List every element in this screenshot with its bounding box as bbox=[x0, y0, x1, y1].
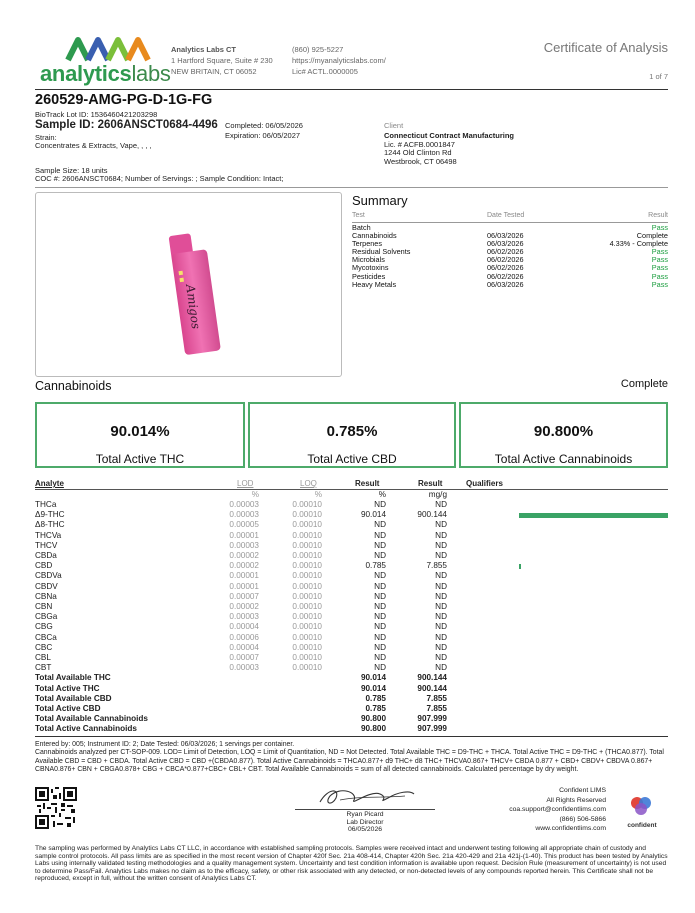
analyte-loq: 0.00010 bbox=[292, 540, 322, 550]
analyte-name: THCa bbox=[35, 500, 57, 509]
analyte-loq: 0.00010 bbox=[292, 642, 322, 652]
analyte-result-pct: 0.785 bbox=[365, 561, 386, 571]
analyte-lod: 0.00004 bbox=[229, 642, 259, 652]
analyte-row bbox=[35, 582, 668, 592]
summary-result: Complete bbox=[636, 231, 668, 241]
total-active-cbd-value: 0.785% bbox=[326, 423, 378, 440]
total-result-mg: 907.999 bbox=[417, 724, 447, 734]
document-title: Certificate of Analysis bbox=[543, 40, 668, 55]
analyte-result-mg: ND bbox=[435, 530, 447, 540]
analyte-name: THCV bbox=[35, 540, 58, 550]
strain: Strain: bbox=[35, 133, 57, 142]
total-result-pct: 0.785 bbox=[365, 704, 386, 713]
total-result-mg: 7.855 bbox=[426, 693, 447, 703]
total-active-cannabinoids-label: Total Active Cannabinoids bbox=[494, 452, 633, 466]
page-number: 1 of 7 bbox=[649, 72, 668, 81]
analyte-lod: 0.00006 bbox=[229, 632, 259, 642]
analyte-lod: 0.00007 bbox=[229, 653, 259, 662]
company-logo bbox=[40, 36, 171, 86]
summary-result: Pass bbox=[651, 271, 668, 281]
analyte-lod: 0.00002 bbox=[229, 602, 259, 611]
analyte-loq: 0.00010 bbox=[292, 663, 322, 673]
summary-test-name: Mycotoxins bbox=[352, 263, 389, 273]
col-lod: LOD bbox=[237, 479, 254, 488]
analyte-loq: 0.00010 bbox=[292, 581, 322, 591]
analyte-result-pct: ND bbox=[374, 612, 386, 622]
col-result-mg: Result bbox=[418, 479, 443, 488]
summary-date: 06/02/2026 bbox=[487, 255, 524, 265]
analyte-name: CBDV bbox=[35, 581, 58, 591]
analyte-row bbox=[35, 602, 668, 612]
method-note: Cannabinoids analyzed per CT-SOP-009. LOD= Limit of Detection, LOQ = Limit of Quantitation, ND = Not Detected. Total Available THC = D9-THC + THCA. Total Active THC = D9-THC + (THCA0.877). Total Available CBD = CBD + CBDA. Total Active CBD = CBD +(CBDA0.877). Total Active Cannabinoids = THCA0.877+ d9 THC+ d8 THC+ THCVA0.867+ THCV+ CBDA 0.877 + CBD+ CBDV+ CBDVA 0.867+ CBNA0.876+ CBN + CBGA0.878+ CBG + CBCA*0.877+CBC+ CBL+ CBT. Total Available Cannabinoids = sum of all detected cannabinoids. Calculated percentage by dry weight. bbox=[35, 749, 664, 774]
coc-info: COC #: 2606ANSCT0684; Number of Servings: ; Sample Condition: Intact; bbox=[35, 174, 284, 183]
analyte-result-pct: ND bbox=[374, 571, 386, 581]
total-result-mg: 7.855 bbox=[426, 704, 447, 713]
analyte-row bbox=[35, 643, 668, 653]
analyte-loq: 0.00010 bbox=[292, 530, 322, 540]
summary-row bbox=[352, 281, 668, 289]
analyte-name: CBC bbox=[35, 642, 53, 652]
total-result-mg: 900.144 bbox=[417, 673, 447, 683]
sample-size: Sample Size: 18 units bbox=[35, 166, 108, 175]
summary-test-name: Residual Solvents bbox=[352, 247, 411, 257]
total-active-thc-box bbox=[35, 402, 245, 468]
summary-col-date: Date Tested bbox=[487, 212, 525, 219]
analyte-name: CBCa bbox=[35, 632, 57, 642]
completed-date: Completed: 06/05/2026 bbox=[225, 121, 303, 130]
sample-id: Sample ID: 2606ANSCT0684-4496 bbox=[35, 119, 218, 131]
analyte-result-mg: ND bbox=[435, 540, 447, 550]
total-row bbox=[35, 724, 668, 734]
signer-title: Lab Director bbox=[346, 818, 384, 826]
analyte-row bbox=[35, 571, 668, 581]
total-row bbox=[35, 694, 668, 704]
total-row bbox=[35, 714, 668, 724]
total-active-cannabinoids-value: 90.800% bbox=[533, 423, 594, 440]
analyte-result-mg: ND bbox=[435, 520, 447, 530]
summary-test-name: Heavy Metals bbox=[352, 279, 397, 289]
company-license: Lic# ACTL.0000005 bbox=[292, 67, 358, 76]
total-active-cannabinoids-box bbox=[459, 402, 668, 468]
brand-text: Amigos bbox=[183, 283, 204, 330]
entry-note: Entered by: 005; Instrument ID: 2; Date Tested: 06/03/2026; 1 servings per container. bbox=[35, 741, 295, 748]
summary-result: Pass bbox=[651, 263, 668, 273]
analyte-row bbox=[35, 592, 668, 602]
analyte-row bbox=[35, 561, 668, 571]
analyte-bar bbox=[519, 513, 668, 518]
client-street: 1244 Old Clinton Rd bbox=[384, 148, 452, 157]
total-name: Total Available Cannabinoids bbox=[35, 714, 148, 724]
analyte-name: CBG bbox=[35, 622, 53, 632]
analyte-loq: 0.00010 bbox=[292, 561, 322, 571]
lims-email[interactable]: coa.support@confidentlims.com bbox=[509, 806, 606, 813]
summary-result: Pass bbox=[651, 255, 668, 265]
signer-name: Ryan Picard bbox=[346, 811, 384, 818]
analyte-row bbox=[35, 653, 668, 663]
summary-date: 06/03/2026 bbox=[487, 231, 524, 241]
company-address-2: NEW BRITAIN, CT 06052 bbox=[171, 67, 257, 76]
analyte-loq: 0.00010 bbox=[292, 612, 322, 622]
analyte-lod: 0.00005 bbox=[229, 520, 259, 530]
analyte-name: CBDa bbox=[35, 551, 57, 560]
analyte-loq: 0.00010 bbox=[292, 520, 322, 530]
analyte-result-pct: ND bbox=[374, 540, 386, 550]
analyte-loq: 0.00010 bbox=[292, 622, 322, 632]
analyte-result-mg: ND bbox=[435, 551, 447, 560]
analyte-name: CBNa bbox=[35, 591, 57, 601]
summary-test-name: Terpenes bbox=[352, 239, 383, 249]
total-active-thc-value: 90.014% bbox=[110, 423, 170, 440]
total-row bbox=[35, 704, 668, 714]
col-analyte: Analyte bbox=[35, 479, 64, 488]
summary-test-name: Microbials bbox=[352, 255, 385, 265]
analyte-row bbox=[35, 622, 668, 632]
analyte-result-pct: ND bbox=[374, 551, 386, 560]
analyte-row bbox=[35, 500, 668, 510]
analyte-row bbox=[35, 663, 668, 673]
analyte-result-mg: ND bbox=[435, 612, 447, 622]
analyte-result-pct: ND bbox=[374, 591, 386, 601]
col-loq: LOQ bbox=[300, 479, 317, 488]
col-result-pct: Result bbox=[355, 479, 380, 488]
unit-pct: % bbox=[378, 490, 386, 499]
header-divider bbox=[35, 89, 668, 90]
summary-result: Pass bbox=[651, 279, 668, 289]
analyte-table-bottom-rule bbox=[35, 736, 668, 737]
signature-date: 06/05/2026 bbox=[347, 826, 383, 834]
summary-result: 4.33% - Complete bbox=[609, 239, 668, 249]
company-phone: (860) 925-5227 bbox=[292, 45, 344, 54]
analyte-lod: 0.00003 bbox=[229, 540, 259, 550]
analyte-name: CBN bbox=[35, 602, 53, 611]
analyte-result-mg: ND bbox=[435, 622, 447, 632]
expiration-date: Expiration: 06/05/2027 bbox=[225, 131, 301, 140]
analyte-lod: 0.00007 bbox=[229, 591, 259, 601]
total-result-pct: 90.014 bbox=[360, 683, 386, 693]
analyte-result-mg: ND bbox=[435, 653, 447, 662]
lims-rights: All Rights Reserved bbox=[546, 796, 606, 804]
lims-website[interactable]: www.confidentlims.com bbox=[535, 825, 606, 832]
summary-col-result: Result bbox=[648, 212, 668, 219]
company-address-1: 1 Hartford Square, Suite # 230 bbox=[171, 56, 273, 65]
summary-col-test: Test bbox=[352, 212, 365, 219]
analyte-lod: 0.00001 bbox=[229, 571, 259, 581]
analyte-result-pct: ND bbox=[374, 632, 386, 642]
analyte-row bbox=[35, 531, 668, 541]
qr-code[interactable] bbox=[35, 787, 77, 829]
info-divider bbox=[35, 187, 668, 188]
analyte-result-mg: ND bbox=[435, 663, 447, 673]
analyte-row bbox=[35, 551, 668, 561]
company-website[interactable]: https://myanalyticslabs.com/ bbox=[292, 56, 386, 65]
analyte-result-pct: ND bbox=[374, 653, 386, 662]
total-result-pct: 0.785 bbox=[365, 693, 386, 703]
client-name: Connecticut Contract Manufacturing bbox=[384, 131, 515, 140]
analyte-name: CBT bbox=[35, 663, 52, 673]
analyte-loq: 0.00010 bbox=[292, 551, 322, 560]
summary-header-divider bbox=[352, 222, 668, 223]
analyte-result-pct: ND bbox=[374, 520, 386, 530]
summary-test-name: Pesticides bbox=[352, 271, 386, 281]
analyte-result-pct: ND bbox=[374, 581, 386, 591]
analyte-name: CBDVa bbox=[35, 571, 62, 581]
total-active-cbd-label: Total Active CBD bbox=[307, 452, 397, 466]
signature-image bbox=[310, 784, 420, 810]
signature-line bbox=[295, 809, 435, 810]
total-active-cbd-box bbox=[248, 402, 456, 468]
logo-text-labs: labs bbox=[131, 61, 171, 86]
analyte-result-pct: ND bbox=[374, 642, 386, 652]
total-name: Total Available CBD bbox=[35, 693, 112, 703]
analyte-result-mg: ND bbox=[435, 581, 447, 591]
total-result-mg: 900.144 bbox=[417, 683, 447, 693]
analyte-lod: 0.00003 bbox=[229, 500, 259, 509]
analyte-lod: 0.00004 bbox=[229, 622, 259, 632]
analyte-lod: 0.00003 bbox=[229, 663, 259, 673]
company-name: Analytics Labs CT bbox=[171, 45, 237, 54]
analyte-loq: 0.00010 bbox=[292, 500, 322, 509]
analyte-result-mg: 900.144 bbox=[417, 510, 447, 520]
summary-table bbox=[352, 224, 668, 289]
analyte-result-pct: ND bbox=[374, 530, 386, 540]
analyte-loq: 0.00010 bbox=[292, 591, 322, 601]
product-photo bbox=[35, 192, 342, 377]
analyte-result-pct: 90.014 bbox=[360, 510, 386, 520]
vape-device-image bbox=[36, 193, 343, 378]
analyte-loq: 0.00010 bbox=[292, 653, 322, 662]
analyte-loq: 0.00010 bbox=[292, 602, 322, 611]
analyte-name: CBGa bbox=[35, 612, 58, 622]
confident-logo-text: confident bbox=[627, 822, 657, 829]
summary-date: 06/02/2026 bbox=[487, 263, 524, 273]
total-active-thc-label: Total Active THC bbox=[95, 452, 185, 466]
total-row bbox=[35, 684, 668, 694]
analyte-name: Δ8-THC bbox=[35, 520, 65, 530]
total-name: Total Available THC bbox=[35, 673, 111, 683]
analyte-result-mg: 7.855 bbox=[426, 561, 447, 571]
lims-name: Confident LIMS bbox=[559, 787, 606, 794]
summary-date: 06/03/2026 bbox=[487, 279, 524, 289]
total-result-pct: 90.800 bbox=[360, 724, 386, 734]
confident-logo bbox=[620, 795, 664, 827]
analyte-lod: 0.00001 bbox=[229, 581, 259, 591]
disclaimer: The sampling was performed by Analytics Labs CT LLC, in accordance with established sampling protocols. Samples were received intact and underwent testing following all appropriate chain of custody and sample control protocols. All pass limits are as specified in the most recent version of Chapter 420f Sec. 21a 408-414, Chapter 420h Sec. 21a 420-429 and 21a 421j-(1-40). This product has been tested by Analytics Labs using internally validated testing methodologies and a quality management system. Uncertainty and test condition information is available upon request. Decision Rule (measurement of uncertainty) is not used to determine Pass/Fail. Analytics Labs makes no claim as to the efficacy, safety, or other risk associated with any detected, or non-detected levels of any compounds reported herein. This Certificate shall not be reproduced, except in full, without the written consent of Analytics Labs CT. bbox=[35, 845, 668, 883]
analyte-lod: 0.00003 bbox=[229, 510, 259, 520]
analyte-loq: 0.00010 bbox=[292, 510, 322, 520]
total-name: Total Active THC bbox=[35, 683, 100, 693]
analyte-row bbox=[35, 612, 668, 622]
total-result-pct: 90.800 bbox=[360, 714, 386, 724]
total-name: Total Active Cannabinoids bbox=[35, 724, 137, 734]
lims-phone: (866) 506-5866 bbox=[559, 815, 606, 823]
analyte-result-mg: ND bbox=[435, 591, 447, 601]
client-license: Lic. # ACFB.0001847 bbox=[384, 139, 455, 149]
confident-logo-icon bbox=[620, 795, 664, 817]
col-qualifiers: Qualifiers bbox=[466, 479, 503, 488]
summary-date: 06/03/2026 bbox=[487, 239, 524, 249]
analyte-result-pct: ND bbox=[374, 622, 386, 632]
analyte-name: CBL bbox=[35, 653, 51, 662]
analyte-lod: 0.00003 bbox=[229, 612, 259, 622]
summary-result: Pass bbox=[651, 223, 668, 232]
unit-loq: % bbox=[314, 490, 322, 499]
analyte-lod: 0.00001 bbox=[229, 530, 259, 540]
batch-id: 260529-AMG-PG-D-1G-FG bbox=[35, 92, 213, 108]
units-row bbox=[35, 490, 668, 500]
cannabinoids-status: Complete bbox=[620, 378, 668, 390]
analyte-loq: 0.00010 bbox=[292, 632, 322, 642]
analyte-result-mg: ND bbox=[435, 602, 447, 611]
analyte-result-mg: ND bbox=[435, 632, 447, 642]
summary-date: 06/02/2026 bbox=[487, 271, 524, 281]
client-label: Client bbox=[384, 121, 404, 130]
logo-mark-icon bbox=[54, 36, 174, 62]
sample-category: Concentrates & Extracts, Vape, , , , bbox=[35, 141, 152, 150]
analyte-row bbox=[35, 633, 668, 643]
cannabinoids-title: Cannabinoids bbox=[35, 379, 112, 393]
unit-lod: % bbox=[251, 490, 259, 499]
logo-text-analytics: analytics bbox=[40, 61, 132, 86]
analyte-row bbox=[35, 520, 668, 530]
analyte-lod: 0.00002 bbox=[229, 561, 259, 571]
summary-test-name: Batch bbox=[352, 223, 371, 232]
analyte-name: THCVa bbox=[35, 530, 62, 540]
analyte-result-mg: ND bbox=[435, 571, 447, 581]
analyte-name: Δ9-THC bbox=[35, 510, 65, 520]
summary-title: Summary bbox=[352, 193, 408, 208]
analyte-bar bbox=[519, 564, 521, 569]
analyte-result-mg: ND bbox=[435, 642, 447, 652]
summary-test-name: Cannabinoids bbox=[352, 231, 397, 241]
analyte-loq: 0.00010 bbox=[292, 571, 322, 581]
biotrack-lot-id: BioTrack Lot ID: 1536460421203298 bbox=[35, 110, 158, 119]
analyte-name: CBD bbox=[35, 561, 53, 571]
summary-result: Pass bbox=[651, 247, 668, 257]
total-name: Total Active CBD bbox=[35, 704, 101, 713]
analyte-row bbox=[35, 541, 668, 551]
analyte-result-pct: ND bbox=[374, 602, 386, 611]
analyte-lod: 0.00002 bbox=[229, 551, 259, 560]
total-row bbox=[35, 673, 668, 683]
total-result-mg: 907.999 bbox=[417, 714, 447, 724]
client-city: Westbrook, CT 06498 bbox=[384, 156, 457, 166]
summary-date: 06/02/2026 bbox=[487, 247, 524, 257]
unit-mg: mg/g bbox=[428, 490, 447, 499]
analyte-result-pct: ND bbox=[374, 663, 386, 673]
total-result-pct: 90.014 bbox=[360, 673, 386, 683]
analyte-result-mg: ND bbox=[435, 500, 447, 509]
analyte-result-pct: ND bbox=[374, 500, 386, 509]
